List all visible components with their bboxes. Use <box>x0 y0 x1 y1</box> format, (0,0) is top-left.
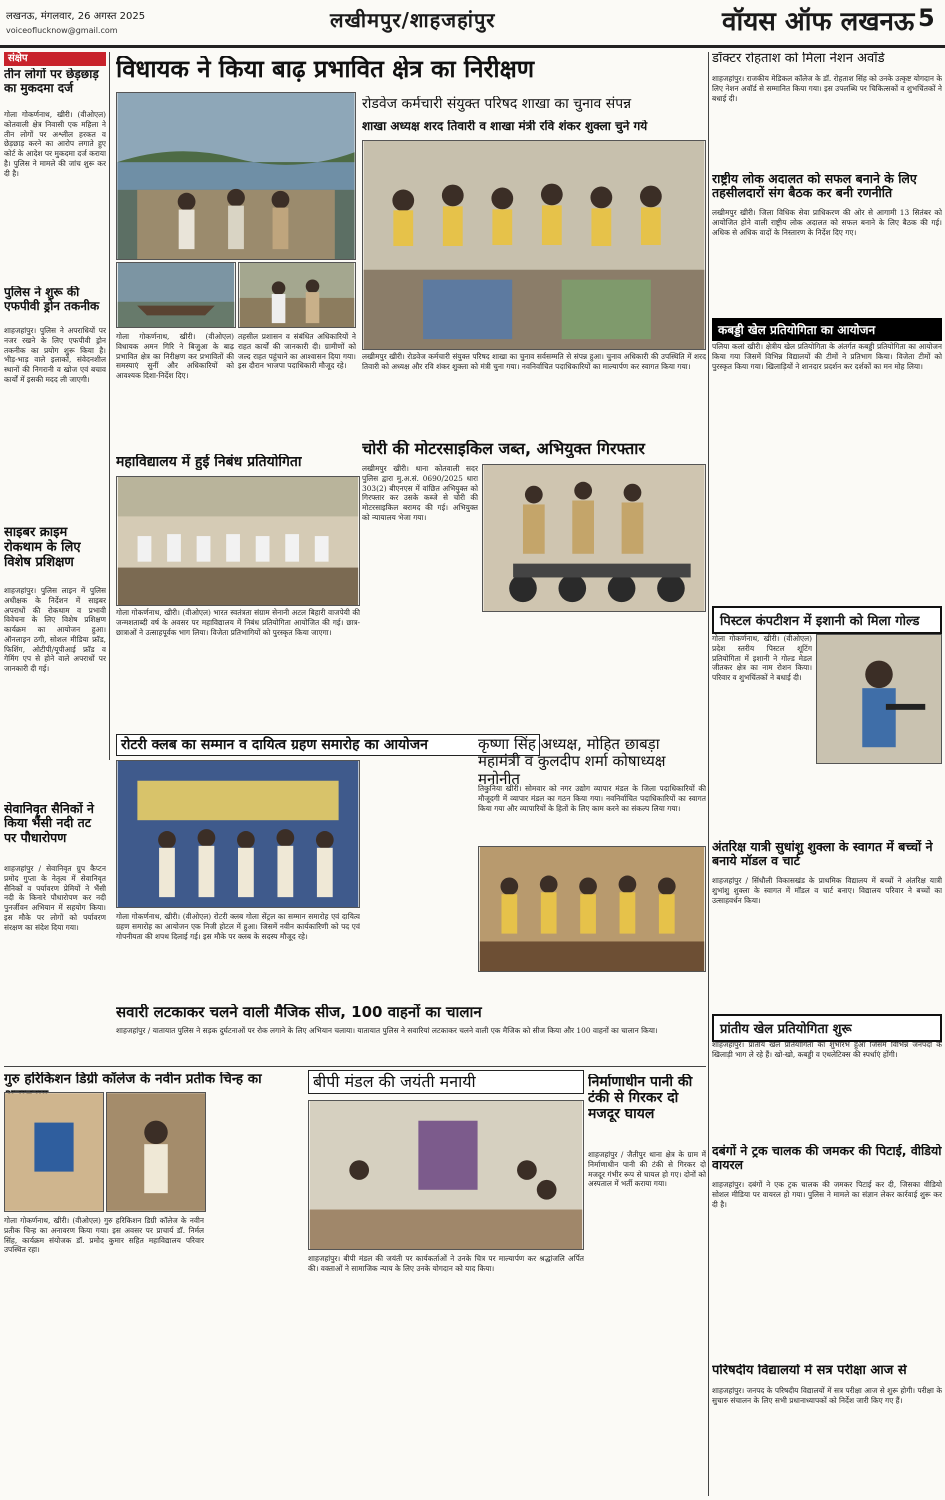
tank-headline: निर्माणाधीन पानी की टंकी से गिरकर दो मजदूर घायल <box>588 1074 693 1123</box>
guru-photo-1 <box>4 1092 104 1212</box>
brief-2-headline: पुलिस ने शुरू की एफपीवी ड्रोन तकनीक <box>4 286 100 313</box>
theft-police-photo <box>482 464 706 612</box>
bp-body: शाहजहांपुर। बीपी मंडल की जयंती पर कार्यकर्ताओं ने उनके चित्र पर माल्यार्पण कर श्रद्धांजलि अर्पित की। वक्ताओं ने सामाजिक न्याय के लिए उनके योगदान को याद किया। <box>308 1254 584 1273</box>
brief-4-body: शाहजहांपुर / सेवानिवृत ग्रुप कैप्टन प्रमोद गुप्ता के नेतृत्व में सेवानिवृत सैनिकों व पर्यावरण प्रेमियों ने भैंसी नदी के किनारे पौधारोपण कर नदी पुनर्जीवन अभियान में सहयोग किया। इस मौके पर लोगों को पर्यावरण संरक्षण का संदेश दिया गया। <box>4 864 106 932</box>
right-5-headline: अंतरिक्ष यात्री सुधांशु शुक्ला के स्वागत में बच्चों ने बनाये मॉडल व चार्ट <box>712 840 933 869</box>
brief-1-headline: तीन लोगों पर छेड़छाड़ का मुकदमा दर्ज <box>4 68 99 95</box>
right-8-headline: परिषदीय विद्यालयों में सत्र परीक्षा आज से <box>712 1364 907 1378</box>
brief-label: संक्षेप <box>4 52 106 66</box>
right-4-headline: पिस्टल कंपटीशन में इशानी को मिला गोल्ड <box>712 606 942 634</box>
lead-body-col2: तहसील प्रशासन व संबंधित अधिकारियों ने राहत कार्यों की जानकारी दी। ग्रामीणों को जल्द राहत पहुंचाने का आश्वासन दिया गया। इस दौरान भाजपा पदाधिकारी मौजूद रहे। <box>238 332 356 371</box>
magic-body: शाहजहांपुर / यातायात पुलिस ने सड़क दुर्घटनाओं पर रोक लगाने के लिए अभियान चलाया। यातायात पुलिस ने सवारियां लटकाकर चलने वाली एक मैजिक को सीज किया और 100 वाहनों का चालान किया। <box>116 1026 658 1035</box>
edition-date: लखनऊ, मंगलवार, 26 अगस्त 2025 <box>6 11 146 22</box>
essay-body: गोला गोकर्णनाथ, खीरी। (वीओएल) भारत स्वतंत्रता संग्राम सेनानी अटल बिहारी वाजपेयी की जन्मशताब्दी वर्ष के अवसर पर महाविद्यालय में निबंध प्रतियोगिता आयोजित की गई। छात्र-छात्राओं ने उत्साहपूर्वक भाग लिया। विजेता प्रतिभागियों को पुरस्कृत किया जाएगा। <box>116 608 360 637</box>
right-2-body: लखीमपुर खीरी। जिला विधिक सेवा प्राधिकरण की ओर से आगामी 13 सितंबर को आयोजित होने वाली राष्ट्रीय लोक अदालत को सफल बनाने के लिए बैठक की गई। अधिक से अधिक वादों के निस्तारण के निर्देश दिए गए। <box>712 208 942 237</box>
right-3-body: पलिया कलां खीरी। क्षेत्रीय खेल प्रतियोगिता के अंतर्गत कबड्डी प्रतियोगिता का आयोजन किया गया जिसमें विभिन्न विद्यालयों की टीमों ने प्रतिभाग किया। विजेता टीमों को पुरस्कृत किया गया। खिलाड़ियों ने शानदार प्रदर्शन कर दर्शकों का मन मोह लिया। <box>712 342 942 371</box>
column-rule <box>708 52 709 1496</box>
lead-photo-boat <box>116 262 236 328</box>
right-1-headline: डॉक्टर रोहताश को मिला नेशन अवॉर्ड <box>712 52 885 66</box>
essay-headline: महाविद्यालय में हुई निबंध प्रतियोगिता <box>116 454 302 470</box>
rotary-body: गोला गोकर्णनाथ, खीरी। (वीओएल) रोटरी क्लब गोला सेंट्रल का सम्मान समारोह एवं दायित्व ग्रहण समारोह का आयोजन एक निजी होटल में हुआ। जिसमें नवीन कार्यकारिणी को पद एवं गोपनीयता की शपथ दिलाई गई। इस मौके पर क्लब के सदस्य मौजूद रहे। <box>116 912 360 941</box>
lead-body-col1: गोला गोकर्णनाथ, खीरी। (वीओएल) विधायक अमन गिरि ने बिजुआ के बाढ़ प्रभावित क्षेत्र का निरीक्षण कर प्रभावितों की समस्याएं सुनीं और अधिकारियों को आवश्यक दिशा-निर्देश दिए। <box>116 332 234 381</box>
lead-headline: विधायक ने किया बाढ़ प्रभावित क्षेत्र का निरीक्षण <box>116 56 535 83</box>
brief-1-body: गोला गोकर्णनाथ, खीरी। (वीओएल) कोतवाली क्षेत्र निवासी एक महिला ने तीन लोगों पर अश्लील हरकत व छेड़छाड़ करने का आरोप लगाते हुए कोर्ट के आदेश पर मुकदमा दर्ज कराया है। पुलिस ने मामले की जांच शुरू कर दी है। <box>4 110 106 178</box>
roadways-headline: रोडवेज कर्मचारी संयुक्त परिषद शाखा का चुनाव संपन्न <box>362 96 632 112</box>
pistol-winner-photo <box>816 634 942 764</box>
guru-headline: गुरु हरिकिशन डिग्री कॉलेज के नवीन प्रतीक चिन्ह का <box>4 1072 262 1087</box>
krishna-group-photo <box>478 846 706 972</box>
krishna-body: तिकुनिया खीरी। सोमवार को नगर उद्योग व्यापार मंडल के जिला पदाधिकारियों की मौजूदगी में व्यापार मंडल का गठन किया गया। नवनिर्वाचित पदाधिकारियों का स्वागत किया गया और व्यापारियों के हितों के लिए काम करने का संकल्प लिया गया। <box>478 784 706 813</box>
bp-headline: बीपी मंडल की जयंती मनायी <box>308 1070 584 1094</box>
magic-headline: सवारी लटकाकर चलने वाली मैजिक सीज, 100 वाहनों का चालान <box>116 1004 482 1021</box>
lead-photo-flood <box>116 92 356 260</box>
brief-3-body: शाहजहांपुर। पुलिस लाइन में पुलिस अधीक्षक के निर्देशन में साइबर अपराधों की रोकथाम व प्रभावी विवेचना के लिए विशेष प्रशिक्षण कार्यक्रम का आयोजन हुआ। ऑनलाइन ठगी, सोशल मीडिया फ्रॉड, फिशिंग, ओटीपी/यूपीआई फ्रॉड व गेमिंग एप से होने वाले अपराधों पर जानकारी दी गई। <box>4 586 106 674</box>
right-4-body: गोला गोकर्णनाथ, खीरी। (वीओएल) प्रदेश स्तरीय पिस्टल शूटिंग प्रतियोगिता में इशानी ने गोल्ड मेडल जीतकर क्षेत्र का नाम रोशन किया। परिवार व शुभचिंतकों ने बधाई दी। <box>712 634 812 683</box>
newspaper-brand: वॉयस ऑफ लखनऊ <box>722 7 915 37</box>
contact-email: voiceoflucknow@gmail.com <box>6 26 118 35</box>
roadways-group-photo <box>362 140 706 350</box>
right-8-body: शाहजहांपुर। जनपद के परिषदीय विद्यालयों में सत्र परीक्षा आज से शुरू होगी। परीक्षा के सुचारु संचालन के लिए सभी प्रधानाध्यापकों को निर्देश जारी किए गए हैं। <box>712 1386 942 1405</box>
theft-headline: चोरी की मोटरसाइकिल जब्त, अभियुक्त गिरफ्तार <box>362 440 645 458</box>
guru-body: गोला गोकर्णनाथ, खीरी। (वीओएल) गुरु हरिकिशन डिग्री कॉलेज के नवीन प्रतीक चिन्ह का अनावरण किया गया। इस अवसर पर प्राचार्य डॉ. निर्मल सिंह, कार्यक्रम संयोजक डॉ. प्रमोद कुमार सहित महाविद्यालय परिवार उपस्थित रहा। <box>4 1216 204 1255</box>
right-6-body: शाहजहांपुर। प्रांतीय खेल प्रतियोगिता का शुभारंभ हुआ जिसमें विभिन्न जनपदों के खिलाड़ी भाग ले रहे हैं। खो-खो, कबड्डी व एथलेटिक्स की स्पर्धाएं होंगी। <box>712 1040 942 1059</box>
rotary-ceremony-photo <box>116 760 360 908</box>
krishna-headline: कृष्णा सिंह अध्यक्ष, मोहित छाबड़ा महामंत्री व कुलदीप शर्मा कोषाध्यक्ष मनोनीत <box>478 736 666 788</box>
theft-body: लखीमपुर खीरी। थाना कोतवाली सदर पुलिस द्वारा मु.अ.सं. 0690/2025 धारा 303(2) बीएनएस में वांछित अभियुक्त को गिरफ्तार कर उसके कब्जे से चोरी की मोटरसाइकिल बरामद की गई। अभियुक्त को न्यायालय भेजा गया। <box>362 464 478 522</box>
roadways-subheadline: शाखा अध्यक्ष शरद तिवारी व शाखा मंत्री रवि शंकर शुक्ला चुने गये <box>362 120 648 133</box>
theft-body-cont <box>482 614 706 732</box>
lead-photo-villagers <box>238 262 356 328</box>
right-3-headline: कबड्डी खेल प्रतियोगिता का आयोजन <box>712 318 942 341</box>
right-4-body-cont <box>712 768 942 836</box>
right-7-body: शाहजहांपुर। दबंगों ने एक ट्रक चालक की जमकर पिटाई कर दी, जिसका वीडियो सोशल मीडिया पर वायरल हो गया। पुलिस ने मामले का संज्ञान लेकर कार्रवाई शुरू कर दी है। <box>712 1180 942 1209</box>
rotary-headline: रोटरी क्लब का सम्मान व दायित्व ग्रहण समारोह का आयोजन <box>116 734 540 756</box>
guru-photo-2 <box>106 1092 206 1212</box>
section-divider <box>4 1066 706 1067</box>
column-rule <box>109 52 110 760</box>
rotary-body-cont <box>362 760 474 1000</box>
page-number: 5 <box>918 4 935 32</box>
brief-4-headline: सेवानिवृत सैनिकों ने किया भैंसी नदी तट पर पौधारोपण <box>4 802 94 845</box>
right-1-body: शाहजहांपुर। राजकीय मेडिकल कॉलेज के डॉ. रोहताश सिंह को उनके उत्कृष्ट योगदान के लिए नेशन अवॉर्ड से सम्मानित किया गया। इस उपलब्धि पर चिकित्सकों व शुभचिंतकों ने बधाई दी। <box>712 74 942 103</box>
section-title: लखीमपुर/शाहजहांपुर <box>330 8 496 32</box>
brief-3-headline: साइबर क्राइम रोकथाम के लिए विशेष प्रशिक्षण <box>4 526 81 570</box>
tank-body: शाहजहांपुर / जैतीपुर थाना क्षेत्र के ग्राम में निर्माणाधीन पानी की टंकी से गिरकर दो मजदूर गंभीर रूप से घायल हो गए। दोनों को अस्पताल में भर्ती कराया गया। <box>588 1150 706 1189</box>
bp-tribute-photo <box>308 1100 584 1250</box>
guru-body-col2 <box>208 1092 304 1492</box>
right-6-headline: प्रांतीय खेल प्रतियोगिता शुरू <box>712 1014 942 1042</box>
brief-2-body: शाहजहांपुर। पुलिस ने अपराधियों पर नजर रखने के लिए एफपीवी ड्रोन तकनीक का प्रयोग शुरू किया है। भीड़-भाड़ वाले इलाकों, संवेदनशील स्थानों की निगरानी व खोज एवं बचाव कार्यों में इसकी मदद ली जाएगी। <box>4 326 106 384</box>
right-5-body: शाहजहांपुर / सिंधौली विकासखंड के प्राथमिक विद्यालय में बच्चों ने अंतरिक्ष यात्री शुभांशु शुक्ला के स्वागत में मॉडल व चार्ट बनाए। विद्यालय परिवार ने बच्चों का उत्साहवर्धन किया। <box>712 876 942 905</box>
essay-classroom-photo <box>116 476 360 606</box>
masthead <box>0 0 945 48</box>
right-7-headline: दबंगों ने ट्रक चालक की जमकर की पिटाई, वीडियो वायरल <box>712 1144 942 1173</box>
roadways-body: लखीमपुर खीरी। रोडवेज कर्मचारी संयुक्त परिषद शाखा का चुनाव सर्वसम्मति से संपन्न हुआ। चुनाव अधिकारी की उपस्थिति में शरद तिवारी को अध्यक्ष और रवि शंकर शुक्ला को मंत्री चुना गया। नवनिर्वाचित पदाधिकारियों का माल्यार्पण कर स्वागत किया गया। <box>362 352 706 371</box>
right-2-headline: राष्ट्रीय लोक अदालत को सफल बनाने के लिए तहसीलदारों संग बैठक कर बनी रणनीति <box>712 172 917 201</box>
